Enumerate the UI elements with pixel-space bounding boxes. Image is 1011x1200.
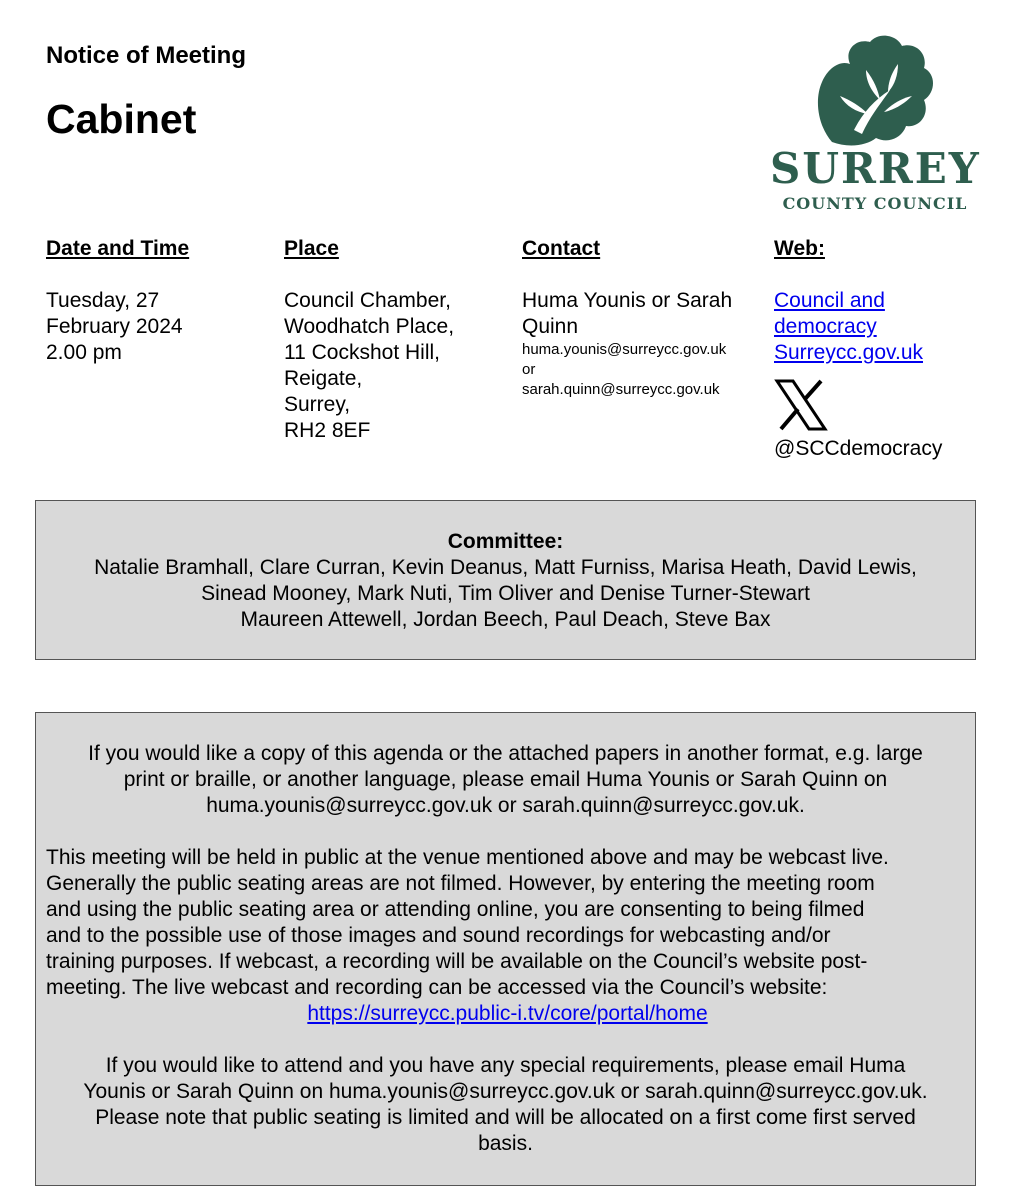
committee-members-line: Maureen Attewell, Jordan Beech, Paul Deach, Steve Bax: [240, 608, 771, 631]
x-logo-icon[interactable]: [774, 378, 828, 432]
date-time-column: [46, 236, 266, 366]
date-time-heading: Date and Time: [46, 237, 190, 260]
surreycc-link[interactable]: Surreycc.gov.uk: [774, 341, 923, 364]
address-line: Reigate,: [284, 367, 363, 390]
address-line: Surrey,: [284, 393, 351, 416]
contact-name: Quinn: [522, 315, 579, 338]
notice-heading: Notice of Meeting: [46, 42, 247, 69]
contact-column: [522, 236, 767, 400]
special-requirements-paragraph: [42, 1053, 969, 1157]
committee-heading: Committee:: [447, 530, 564, 553]
paragraph-line: and using the public seating area or attending online, you are consenting to being filmed: [46, 898, 865, 921]
address-line: 11 Cockshot Hill,: [284, 341, 441, 364]
contact-email-huma[interactable]: huma.younis@surreycc.gov.uk: [522, 341, 727, 358]
surrey-county-council-logo: [770, 30, 980, 220]
web-column: [774, 236, 994, 462]
paragraph-line: training purposes. If webcast, a recording will be available on the Council’s website post-: [46, 950, 868, 973]
committee-members-line: Natalie Bramhall, Clare Curran, Kevin Deanus, Matt Furniss, Marisa Heath, David Lewis,: [94, 556, 917, 579]
address-line: Woodhatch Place,: [284, 315, 455, 338]
council-democracy-link[interactable]: Council and: [774, 289, 885, 312]
oak-leaf-icon: [770, 30, 980, 150]
contact-or: or: [522, 361, 536, 378]
paragraph-line: meeting. The live webcast and recording can be accessed via the Council’s website:: [46, 976, 828, 999]
contact-email-sarah[interactable]: sarah.quinn@surreycc.gov.uk: [522, 381, 720, 398]
paragraph-line: Please note that public seating is limited and will be allocated on a first come first served: [95, 1106, 916, 1129]
twitter-handle[interactable]: @SCCdemocracy: [774, 437, 943, 460]
webcast-portal-link[interactable]: https://surreycc.public-i.tv/core/portal/home: [307, 1002, 708, 1025]
paragraph-line: print or braille, or another language, please email Huma Younis or Sarah Quinn on: [123, 768, 888, 791]
date-line: Tuesday, 27: [46, 289, 160, 312]
alternative-format-paragraph: [42, 741, 969, 819]
logo-text-county-council: COUNTY COUNCIL: [782, 194, 968, 213]
time-line: 2.00 pm: [46, 341, 122, 364]
paragraph-line: If you would like to attend and you have any special requirements, please email Huma: [105, 1054, 906, 1077]
council-democracy-link[interactable]: democracy: [774, 315, 877, 338]
paragraph-line: This meeting will be held in public at the venue mentioned above and may be webcast live.: [46, 846, 889, 869]
webcast-paragraph: [42, 845, 969, 1027]
contact-heading: Contact: [522, 237, 601, 260]
place-heading: Place: [284, 237, 339, 260]
paragraph-line: basis.: [478, 1132, 533, 1155]
paragraph-line: Younis or Sarah Quinn on huma.younis@surreycc.gov.uk or sarah.quinn@surreycc.gov.uk.: [83, 1080, 928, 1103]
address-line: RH2 8EF: [284, 419, 371, 442]
paragraph-line: If you would like a copy of this agenda or the attached papers in another format, e.g. large: [88, 742, 923, 765]
contact-name: Huma Younis or Sarah: [522, 289, 733, 312]
place-column: [284, 236, 504, 444]
paragraph-line: huma.younis@surreycc.gov.uk or sarah.quinn@surreycc.gov.uk.: [206, 794, 805, 817]
address-line: Council Chamber,: [284, 289, 451, 312]
committee-members-line: Sinead Mooney, Mark Nuti, Tim Oliver and Denise Turner-Stewart: [201, 582, 810, 605]
logo-text-surrey: SURREY: [770, 144, 981, 193]
committee-box: [35, 500, 976, 660]
paragraph-line: and to the possible use of those images and sound recordings for webcasting and/or: [46, 924, 831, 947]
date-line: February 2024: [46, 315, 183, 338]
web-heading: Web:: [774, 237, 825, 260]
meeting-title: Cabinet: [46, 96, 197, 142]
accessibility-info-box: [35, 712, 976, 1186]
paragraph-line: Generally the public seating areas are not filmed. However, by entering the meeting room: [46, 872, 875, 895]
